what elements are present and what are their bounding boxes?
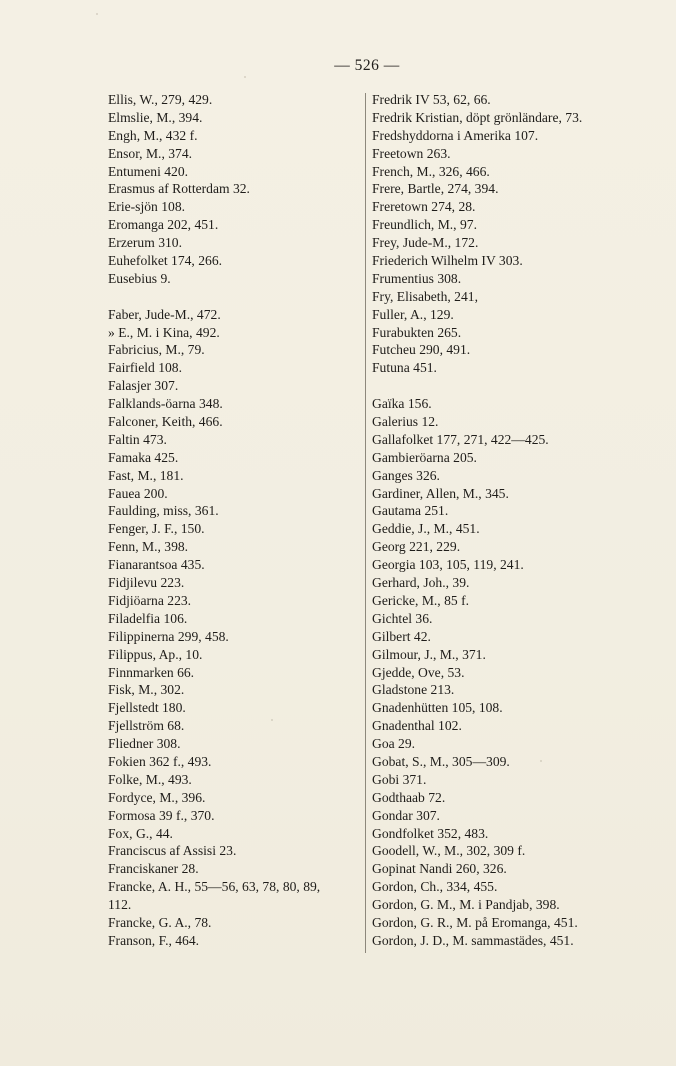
left-index-entry: Finnmarken 66.	[108, 664, 195, 680]
left-index-entry: Francke, G. A., 78.	[108, 914, 212, 930]
left-index-entry: Falasjer 307.	[108, 378, 179, 394]
right-index-entry: Freetown 263.	[372, 145, 451, 161]
left-index-entry: Fjellstedt 180.	[108, 700, 186, 716]
right-index-entry: Gobi 371.	[372, 771, 427, 787]
right-index-entry: Friederich Wilhelm IV 303.	[372, 253, 523, 269]
right-index-entry: Ganges 326.	[372, 467, 440, 483]
right-index-entry: Gnadenhütten 105, 108.	[372, 700, 503, 716]
right-index-entry: Gallafolket 177, 271, 422—425.	[372, 431, 549, 447]
right-index-entry	[372, 377, 632, 395]
left-index-entry: Fenn, M., 398.	[108, 539, 189, 555]
page-number: — 526 —	[334, 57, 400, 74]
left-index-entry: Ensor, M., 374.	[108, 145, 193, 161]
right-index-entry: Gopinat Nandi 260, 326.	[372, 861, 507, 877]
left-index-entry: Fordyce, M., 396.	[108, 789, 206, 805]
left-index-entry: Fianarantsoa 435.	[108, 557, 205, 573]
paper-speck	[540, 760, 542, 762]
right-index-entry: Geddie, J., M., 451.	[372, 521, 480, 537]
right-index-entry: Fredrik IV 53, 62, 66.	[372, 92, 491, 107]
left-index-entry: Fisk, M., 302.	[108, 682, 185, 698]
left-index-entry: Engh, M., 432 f.	[108, 127, 198, 143]
left-index-entry: Faulding, miss, 361.	[108, 503, 219, 519]
left-index-entry: Fliedner 308.	[108, 736, 181, 752]
left-index-entry: Ellis, W., 279, 429.	[108, 92, 213, 107]
left-index-entry: Francke, A. H., 55—56, 63, 78, 80, 89,	[108, 879, 321, 895]
right-index-entry: Georg 221, 229.	[372, 539, 461, 555]
left-index-entry: Filadelfia 106.	[108, 610, 188, 626]
paper-speck	[244, 76, 246, 78]
right-index-entry: Fuller, A., 129.	[372, 306, 454, 322]
left-index-entry: Famaka 425.	[108, 449, 179, 465]
right-index-entry: Gambieröarna 205.	[372, 449, 477, 465]
right-index-entry: Goa 29.	[372, 736, 416, 752]
right-index-entry: Godthaab 72.	[372, 789, 446, 805]
left-index-entry: Fox, G., 44.	[108, 825, 173, 841]
right-index-entry: Gondar 307.	[372, 807, 440, 823]
left-index-entry: Eusebius 9.	[108, 270, 171, 286]
right-index-entry: Gordon, G. M., M. i Pandjab, 398.	[372, 897, 560, 913]
right-index-entry: Goodell, W., M., 302, 309 f.	[372, 843, 526, 859]
left-index-entry: Formosa 39 f., 370.	[108, 807, 215, 823]
left-index-entry: Fabricius, M., 79.	[108, 342, 205, 358]
right-index-entry: Gordon, G. R., M. på Eromanga, 451.	[372, 914, 578, 930]
left-index-entry: Fast, M., 181.	[108, 467, 184, 483]
right-index-entry: Gnadenthal 102.	[372, 718, 462, 734]
left-index-entry: Falconer, Keith, 466.	[108, 414, 223, 430]
left-index-entry: » E., M. i Kina, 492.	[108, 324, 220, 340]
right-index-entry: Gobat, S., M., 305—309.	[372, 753, 510, 769]
right-index-entry: Galerius 12.	[372, 414, 439, 430]
left-index-entry: Erasmus af Rotterdam 32.	[108, 181, 250, 197]
right-index-entry: Fredrik Kristian, döpt grönländare, 73.	[372, 109, 583, 125]
left-index-entry: Falklands-öarna 348.	[108, 396, 223, 412]
right-index-entry: Fry, Elisabeth, 241,	[372, 288, 478, 304]
right-index-entry: Futuna 451.	[372, 360, 437, 376]
right-index-entry: Gichtel 36.	[372, 610, 433, 626]
left-index-entry: Filippus, Ap., 10.	[108, 646, 203, 662]
left-index-entry: Fenger, J. F., 150.	[108, 521, 205, 537]
left-index-entry: Franson, F., 464.	[108, 932, 200, 948]
right-index-entry: Freretown 274, 28.	[372, 199, 476, 215]
right-index-entry: Gardiner, Allen, M., 345.	[372, 485, 509, 501]
left-index-entry: Folke, M., 493.	[108, 771, 192, 787]
right-index-entry: Gilmour, J., M., 371.	[372, 646, 486, 662]
left-index-entry: Entumeni 420.	[108, 163, 189, 179]
left-index-entry: Eromanga 202, 451.	[108, 217, 219, 233]
right-index-entry: Gaïka 156.	[372, 396, 432, 412]
left-index-entry: Erzerum 310.	[108, 235, 182, 251]
left-index-entry: Faber, Jude-M., 472.	[108, 306, 221, 322]
right-index-entry: Georgia 103, 105, 119, 241.	[372, 557, 524, 573]
left-index-entry: Fidjilevu 223.	[108, 575, 185, 591]
right-index-entry: Gordon, J. D., M. sammastädes, 451.	[372, 932, 574, 948]
left-index-entry: Franciscus af Assisi 23.	[108, 843, 237, 859]
right-index-entry: Futcheu 290, 491.	[372, 342, 471, 358]
right-index-entry: Frumentius 308.	[372, 270, 462, 286]
left-index-entry: Fjellström 68.	[108, 718, 185, 734]
left-index-entry: Filippinerna 299, 458.	[108, 628, 229, 644]
right-index-entry: French, M., 326, 466.	[372, 163, 490, 179]
left-index-entry: Fairfield 108.	[108, 360, 182, 376]
right-index-entry: Gordon, Ch., 334, 455.	[372, 879, 498, 895]
right-index-entry: Gladstone 213.	[372, 682, 455, 698]
left-index-entry: Erie-sjön 108.	[108, 199, 186, 215]
left-index-entry: Euhefolket 174, 266.	[108, 253, 223, 269]
right-index-entry: Gerhard, Joh., 39.	[372, 575, 470, 591]
right-index-entry: Gericke, M., 85 f.	[372, 592, 470, 608]
right-index-entry: Gautama 251.	[372, 503, 449, 519]
index-column-right	[372, 91, 632, 950]
column-divider	[365, 93, 366, 953]
right-index-entry: Fredshyddorna i Amerika 107.	[372, 127, 539, 143]
right-index-entry: Gjedde, Ove, 53.	[372, 664, 465, 680]
right-index-entry: Frere, Bartle, 274, 394.	[372, 181, 499, 197]
left-index-entry: 112.	[108, 897, 132, 913]
right-index-entry: Furabukten 265.	[372, 324, 462, 340]
index-column-left	[108, 91, 360, 950]
left-index-entry: Fauea 200.	[108, 485, 168, 501]
left-index-entry: Elmslie, M., 394.	[108, 109, 203, 125]
right-index-entry: Gondfolket 352, 483.	[372, 825, 489, 841]
left-index-entry: Fidjiöarna 223.	[108, 592, 192, 608]
paper-speck	[96, 13, 98, 15]
left-index-entry: Franciskaner 28.	[108, 861, 199, 877]
right-index-entry: Frey, Jude-M., 172.	[372, 235, 479, 251]
paper-speck	[271, 719, 273, 721]
right-index-entry: Freundlich, M., 97.	[372, 217, 477, 233]
left-index-entry: Fokien 362 f., 493.	[108, 753, 212, 769]
right-index-entry: Gilbert 42.	[372, 628, 431, 644]
left-index-entry	[108, 288, 360, 306]
left-index-entry: Faltin 473.	[108, 431, 167, 447]
